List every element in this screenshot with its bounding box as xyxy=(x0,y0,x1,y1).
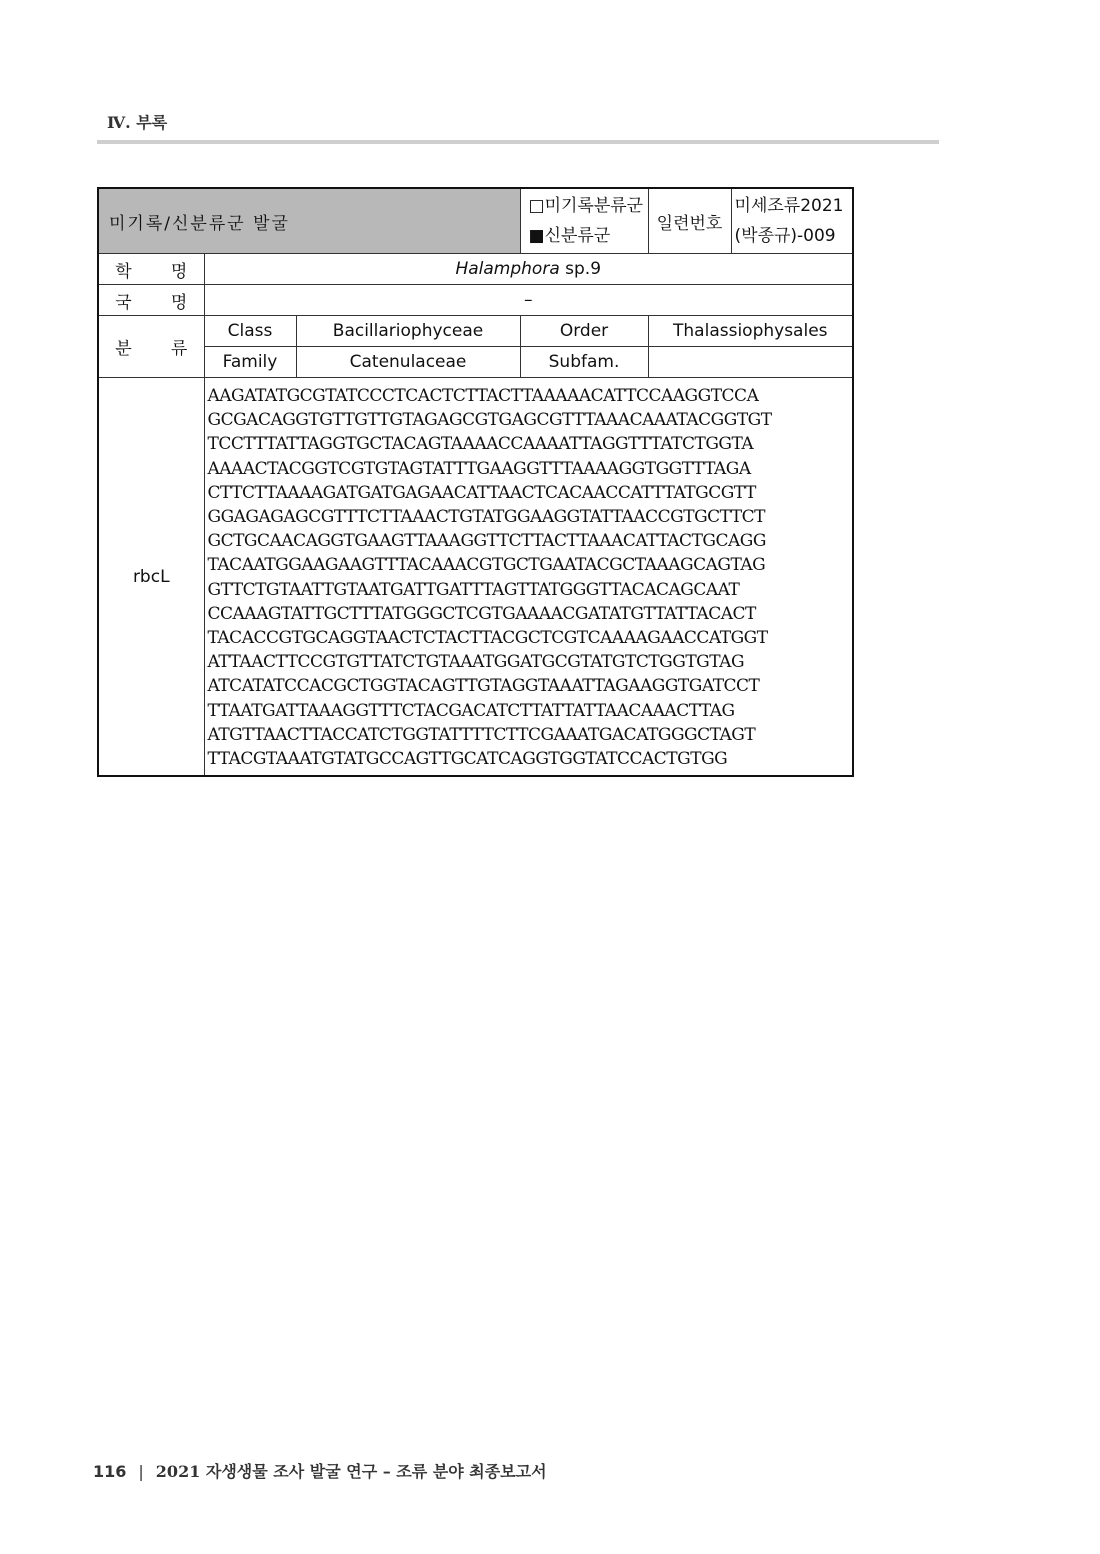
subfamily-label: Subfam. xyxy=(520,347,648,378)
class-order-row xyxy=(98,316,853,347)
order-label: Order xyxy=(520,316,648,347)
page-number: 116 xyxy=(93,1462,127,1481)
family-value: Catenulaceae xyxy=(296,347,520,378)
scientific-name xyxy=(204,254,853,285)
serial-label: 일련번호 xyxy=(648,188,731,254)
record-table xyxy=(97,187,854,777)
header-rule xyxy=(97,140,939,144)
title-row xyxy=(98,188,853,254)
scientific-name-row xyxy=(98,254,853,285)
report-title: 2021 자생생물 조사 발굴 연구 – 조류 분야 최종보고서 xyxy=(155,1462,547,1481)
species-epithet: sp.9 xyxy=(559,259,602,279)
checkbox-new-taxon: ■신분류군 xyxy=(528,226,611,246)
genus-name: Halamphora xyxy=(455,259,560,279)
running-head: Ⅳ. 부록 xyxy=(107,113,168,132)
subfamily-value xyxy=(648,347,853,378)
footer-separator: | xyxy=(138,1462,144,1481)
classification-label: 분 류 xyxy=(98,316,204,378)
sci-name-label: 학 명 xyxy=(98,254,204,285)
rbcl-sequence: AAGATATGCGTATCCCTCACTCTTACTTAAAAACATTCCAAGGTCCA GCGACAGGTGTTGTTGTAGAGCGTGAGCGTTTAAACAAATACGGTGT TCCTTTATTAGGTGCTACAGTAAAACCAAAATTAGGTTTATCTGGTA AAAACTACGGTCGTGTAGTATTTGAAGGTTTAAAAGGTGGTTTAGA CTTCTTAAAAGATGATGAGAACATTAACTCACAACCATTTATGCGTT GGAGAGAGCGTTTCTTAAACTGTATGGAAGGTATTAACCGTGCTTCT GCTGCAACAGGTGAAGTTAAAGGTTCTTACTTAAACATTACTGCAGG TACAATGGAAGAAGTTTACAAACGTGCTGAATACGCTAAAGCAGTAG GTTCTGTAATTGTAATGATTGATTTAGTTATGGGTTACACAGCAAT CCAAAGTATTGCTTTATGGGCTCGTGAAAACGATATGTTATTACACT TACACCGTGCAGGTAACTCTACTTACGCTCGTCAAAAGAACCATGGT ATTAACTTCCGTGTTATCTGTAAATGGATGCGTATGTCTGGTGTAG ATCATATCCACGCTGGTACAGTTGTAGGTAAATTAGAAGGTGATCCT TTAATGATTAAAGGTTTCTACGACATCTTATTATTAACAAACTTAG ATGTTAACTTACCATCTGGTATTTTCTTCGAAATGACATGGGCTAGT TTACGTAAATGTATGCCAGTTGCATCAGGTGGTATCCACTGTGG xyxy=(204,378,853,777)
page-footer xyxy=(93,1459,547,1482)
family-label: Family xyxy=(204,347,296,378)
korean-name-value: – xyxy=(204,285,853,316)
korean-name-label: 국 명 xyxy=(98,285,204,316)
record-type-checkboxes xyxy=(520,188,648,254)
serial-line-1: 미세조류2021 xyxy=(734,196,844,216)
checkbox-unrecorded: □미기록분류군 xyxy=(528,196,644,216)
class-value: Bacillariophyceae xyxy=(296,316,520,347)
order-value: Thalassiophysales xyxy=(648,316,853,347)
korean-name-row xyxy=(98,285,853,316)
record-title: 미기록/신분류군 발굴 xyxy=(98,188,520,254)
sequence-row xyxy=(98,378,853,777)
gene-label: rbcL xyxy=(98,378,204,777)
serial-line-2: (박종규)-009 xyxy=(734,226,836,246)
serial-number xyxy=(731,188,853,254)
class-label: Class xyxy=(204,316,296,347)
family-subfamily-row xyxy=(98,347,853,378)
